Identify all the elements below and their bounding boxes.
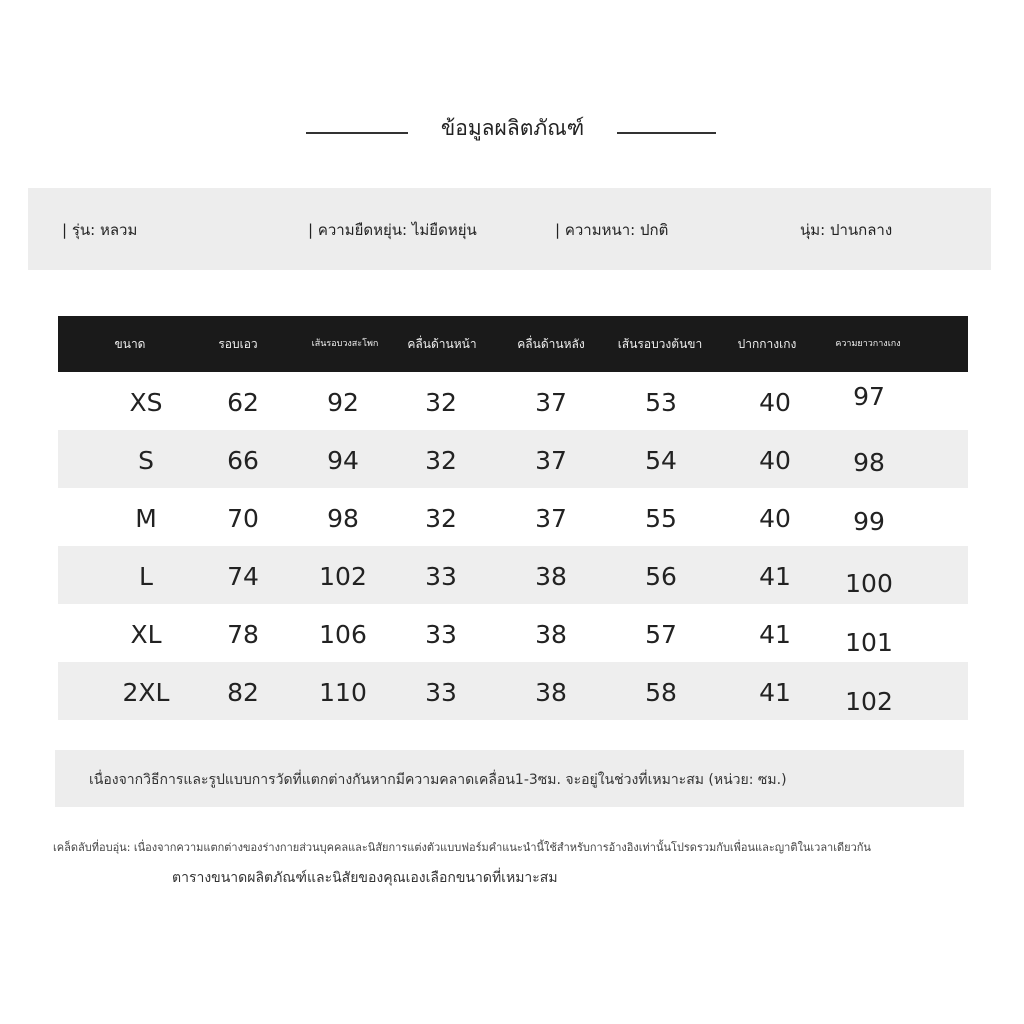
cell-hip: 106 <box>319 620 367 649</box>
cell-thigh: 55 <box>645 504 677 533</box>
attribute-fit: | รุ่น: หลวม <box>62 221 138 239</box>
table-row <box>58 604 968 662</box>
cell-back-rise: 38 <box>535 620 567 649</box>
cell-back-rise: 37 <box>535 446 567 475</box>
attribute-softness: นุ่ม: ปานกลาง <box>800 221 893 239</box>
cell-size: 2XL <box>122 678 170 707</box>
cell-waist: 66 <box>227 446 259 475</box>
cell-back-rise: 37 <box>535 504 567 533</box>
cell-leg-opening: 40 <box>759 388 791 417</box>
measurement-note: เนื่องจากวิธีการและรูปแบบการวัดที่แตกต่างกันหากมีความคลาดเคลื่อน1-3ซม. จะอยู่ในช่วงที่เหมาะสม (หน่วย: ซม.) <box>89 772 787 788</box>
header-back-rise: คลื่นด้านหลัง <box>517 337 585 351</box>
cell-leg-opening: 40 <box>759 446 791 475</box>
cell-hip: 102 <box>319 562 367 591</box>
page-title: ข้อมูลผลิตภัณฑ์ <box>440 116 585 140</box>
header-hip: เส้นรอบวงสะโพก <box>311 339 379 349</box>
cell-thigh: 53 <box>645 388 677 417</box>
table-row <box>58 662 968 720</box>
cell-hip: 92 <box>327 388 359 417</box>
cell-size: XS <box>129 388 163 417</box>
header-size: ขนาด <box>114 337 146 351</box>
cell-hip: 98 <box>327 504 359 533</box>
cell-pants-length: 102 <box>845 687 893 716</box>
header-divider-left <box>306 132 408 134</box>
cell-pants-length: 98 <box>853 448 885 477</box>
cell-hip: 94 <box>327 446 359 475</box>
cell-size: M <box>135 504 157 533</box>
cell-thigh: 56 <box>645 562 677 591</box>
cell-front-rise: 32 <box>425 446 457 475</box>
cell-front-rise: 33 <box>425 678 457 707</box>
cell-leg-opening: 41 <box>759 620 791 649</box>
cell-front-rise: 33 <box>425 562 457 591</box>
attribute-elasticity: | ความยืดหยุ่น: ไม่ยืดหยุ่น <box>308 221 477 239</box>
header-divider-right <box>617 132 716 134</box>
cell-size: XL <box>130 620 162 649</box>
header-thigh: เส้นรอบวงต้นขา <box>617 337 703 351</box>
cell-leg-opening: 41 <box>759 562 791 591</box>
tip-line-1: เคล็ดลับที่อบอุ่น: เนื่องจากความแตกต่างของร่างกายส่วนบุคคลและนิสัยการแต่งตัวแบบฟอร์มคำแนะนำนี้ใช้สำหรับการอ้างอิงเท่านั้นโปรดรวมกับเพื่อนและญาติในเวลาเดียวกัน <box>53 841 871 854</box>
table-header <box>58 316 968 372</box>
section-header <box>0 108 1024 148</box>
table-row <box>58 430 968 488</box>
cell-thigh: 58 <box>645 678 677 707</box>
header-waist: รอบเอว <box>218 337 258 351</box>
cell-back-rise: 38 <box>535 678 567 707</box>
cell-leg-opening: 40 <box>759 504 791 533</box>
cell-waist: 62 <box>227 388 259 417</box>
attribute-thickness: | ความหนา: ปกติ <box>555 221 669 239</box>
cell-size: S <box>138 446 154 475</box>
cell-pants-length: 100 <box>845 569 893 598</box>
measurement-note-box <box>55 750 964 807</box>
cell-waist: 78 <box>227 620 259 649</box>
cell-front-rise: 32 <box>425 388 457 417</box>
table-row <box>58 372 968 430</box>
cell-back-rise: 38 <box>535 562 567 591</box>
table-row <box>58 488 968 546</box>
cell-thigh: 57 <box>645 620 677 649</box>
cell-hip: 110 <box>319 678 367 707</box>
cell-waist: 82 <box>227 678 259 707</box>
cell-waist: 70 <box>227 504 259 533</box>
cell-front-rise: 32 <box>425 504 457 533</box>
header-leg-opening: ปากกางเกง <box>737 337 797 351</box>
cell-pants-length: 97 <box>853 382 885 411</box>
cell-leg-opening: 41 <box>759 678 791 707</box>
cell-size: L <box>139 562 153 591</box>
header-front-rise: คลื่นด้านหน้า <box>407 337 477 351</box>
cell-front-rise: 33 <box>425 620 457 649</box>
attributes-bar <box>28 188 991 270</box>
table-row <box>58 546 968 604</box>
cell-pants-length: 101 <box>845 628 893 657</box>
cell-thigh: 54 <box>645 446 677 475</box>
cell-back-rise: 37 <box>535 388 567 417</box>
header-pants-length: ความยาวกางเกง <box>835 339 901 349</box>
cell-pants-length: 99 <box>853 507 885 536</box>
tip-line-2: ตารางขนาดผลิตภัณฑ์และนิสัยของคุณเองเลือกขนาดที่เหมาะสม <box>172 870 558 886</box>
cell-waist: 74 <box>227 562 259 591</box>
size-table <box>58 316 968 720</box>
